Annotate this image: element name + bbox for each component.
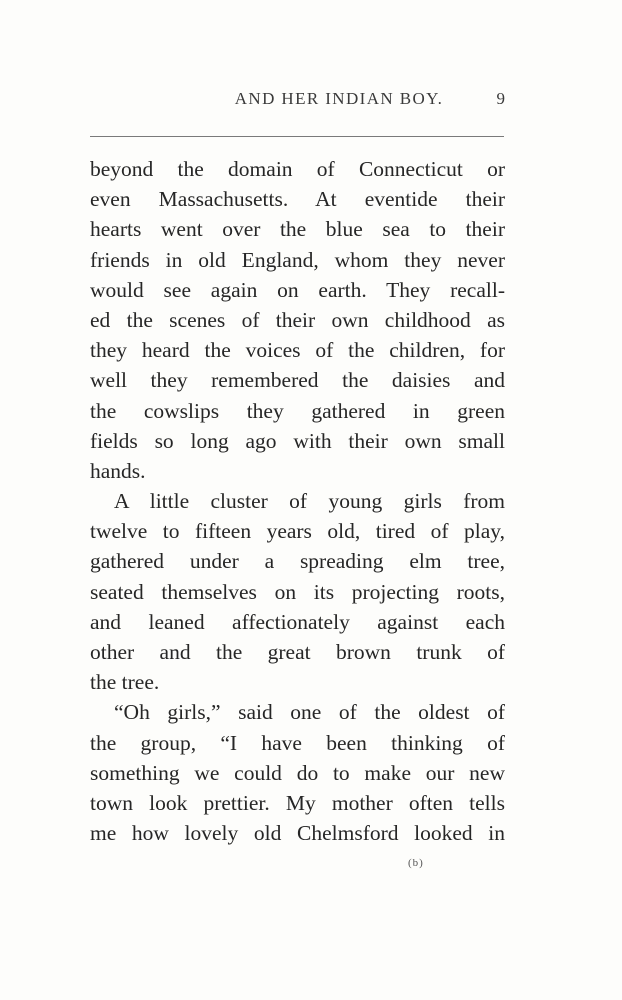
- running-header: [90, 89, 505, 115]
- text-line: hearts went over the blue sea to their: [90, 217, 505, 242]
- text-line: something we could do to make our new: [90, 760, 505, 785]
- text-line: gathered under a spreading elm tree,: [90, 549, 505, 574]
- header-rule: [90, 136, 504, 137]
- text-line: well they remembered the daisies and: [90, 368, 505, 393]
- text-line: seated themselves on its projecting roots,: [90, 579, 505, 604]
- text-line: beyond the domain of Connecticut or: [90, 157, 505, 181]
- signature-mark: (b): [408, 857, 424, 869]
- text-line: would see again on earth. They recall-: [90, 277, 505, 302]
- text-line: other and the great brown trunk of: [90, 640, 505, 664]
- text-line: friends in old England, whom they never: [90, 247, 505, 272]
- text-line-paragraph-start: A little cluster of young girls from: [114, 489, 505, 514]
- running-head-title: AND HER INDIAN BOY.: [234, 89, 444, 108]
- text-line: fields so long ago with their own small: [90, 428, 505, 453]
- text-line: and leaned affectionately against each: [90, 609, 505, 634]
- text-line-paragraph-end: hands.: [90, 458, 146, 483]
- text-line: town look prettier. My mother often tells: [90, 790, 505, 815]
- page-number: 9: [496, 89, 505, 108]
- text-line: me how lovely old Chelmsford looked in: [90, 821, 505, 846]
- text-line: ed the scenes of their own childhood as: [90, 307, 505, 332]
- text-line: the group, “I have been thinking of: [90, 730, 505, 755]
- text-line-paragraph-start: “Oh girls,” said one of the oldest of: [114, 700, 505, 725]
- text-line: twelve to fifteen years old, tired of play,: [90, 519, 505, 544]
- body-text: [90, 154, 505, 848]
- text-line-paragraph-end: the tree.: [90, 670, 160, 695]
- text-line: the cowslips they gathered in green: [90, 398, 505, 423]
- text-line: even Massachusetts. At eventide their: [90, 187, 505, 212]
- text-line: they heard the voices of the children, for: [90, 338, 505, 363]
